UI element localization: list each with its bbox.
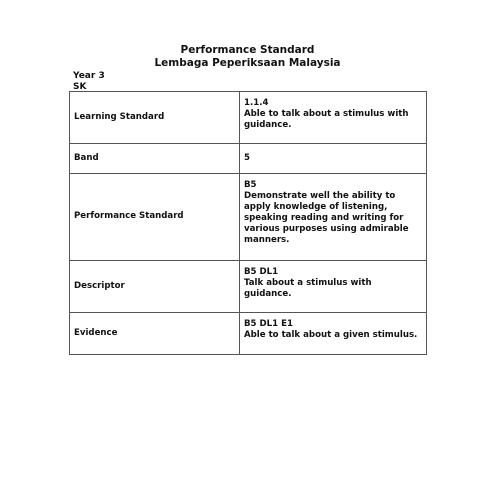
row-label: Descriptor (70, 261, 240, 313)
row-value (240, 174, 427, 261)
row-label: Performance Standard (70, 174, 240, 261)
row-value (240, 261, 427, 313)
value-line: Able to talk about a stimulus with (244, 109, 409, 120)
value-line: B5 DL1 (244, 267, 279, 277)
value-line: speaking reading and writing for (244, 213, 404, 224)
table-row-learning-standard (70, 92, 427, 144)
row-label: Learning Standard (70, 92, 240, 144)
document-title: Performance Standard (180, 44, 315, 56)
table-row-performance-standard (70, 174, 427, 261)
row-value (240, 313, 427, 355)
document-subtitle: Lembaga Peperiksaan Malaysia (154, 57, 341, 69)
value-line: guidance. (244, 289, 292, 300)
value-line: Demonstrate well the ability to (244, 191, 396, 202)
school-type-label: SK (73, 82, 87, 92)
row-value (240, 144, 427, 174)
table-row-evidence (70, 313, 427, 355)
year-label: Year 3 (73, 71, 105, 81)
value-line: B5 DL1 E1 (244, 319, 293, 329)
performance-standard-table (69, 91, 427, 355)
value-line: 1.1.4 (244, 98, 269, 108)
value-line: apply knowledge of listening, (244, 202, 388, 213)
value-line: B5 (244, 180, 257, 190)
value-line: manners. (244, 235, 290, 246)
row-value (240, 92, 427, 144)
value-line: various purposes using admirable (244, 224, 409, 235)
value-line: Able to talk about a given stimulus. (244, 330, 418, 341)
value-line: Talk about a stimulus with (244, 278, 372, 289)
value-line: guidance. (244, 120, 292, 131)
value-line: 5 (244, 152, 250, 163)
table-row-band (70, 144, 427, 174)
row-label: Evidence (70, 313, 240, 355)
row-label: Band (70, 144, 240, 174)
table-row-descriptor (70, 261, 427, 313)
